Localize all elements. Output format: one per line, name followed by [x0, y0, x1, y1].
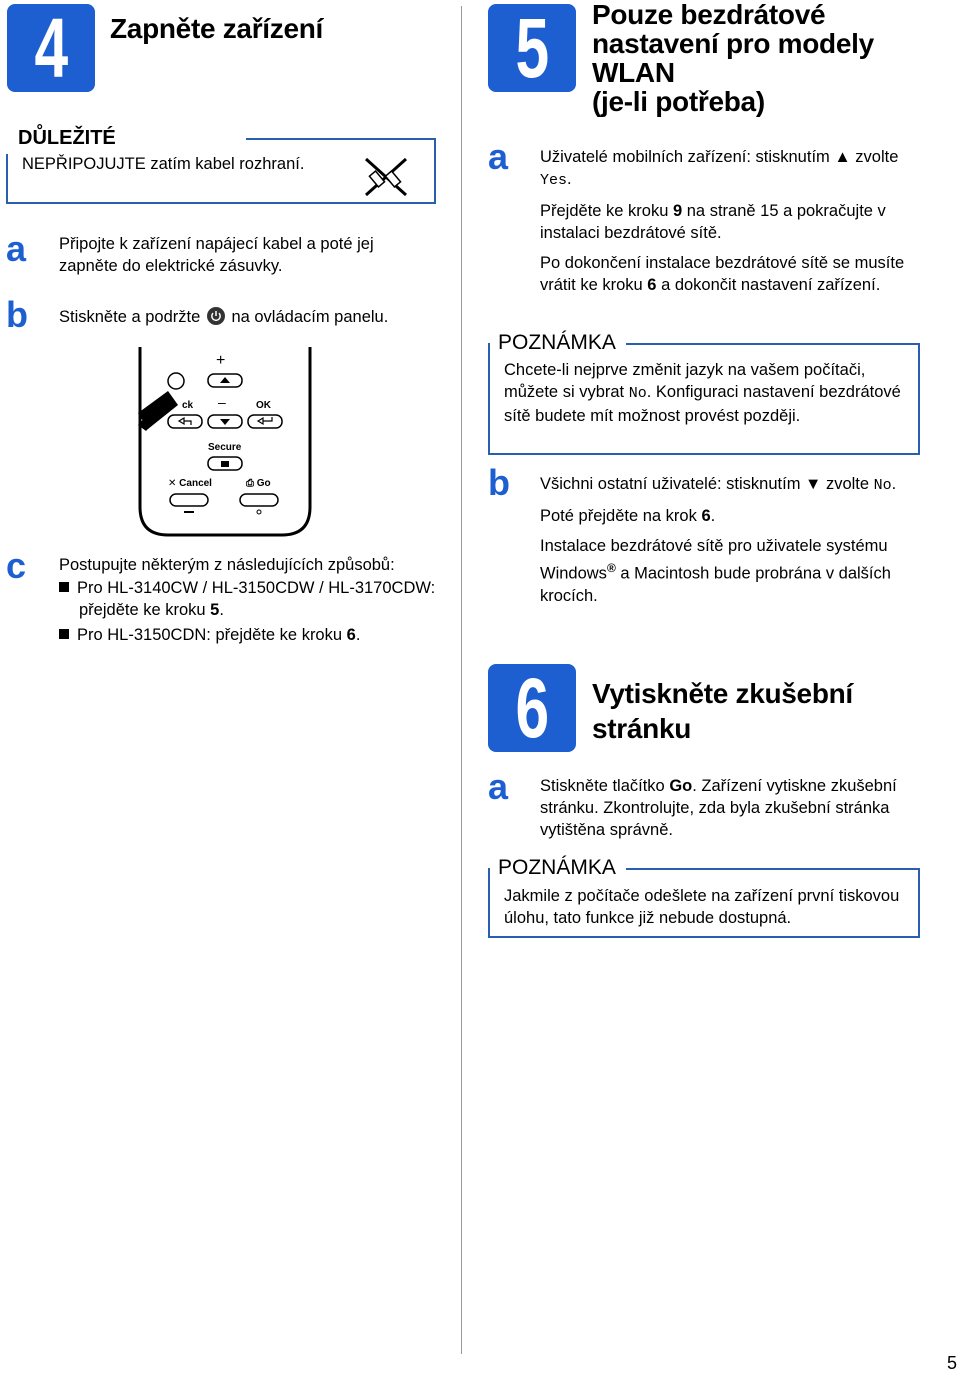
step-4a-text: Připojte k zařízení napájecí kabel a poté jej zapněte do elektrické zásuvky. [59, 235, 374, 275]
bullet-icon [59, 629, 69, 639]
panel-plus-label: + [216, 352, 226, 369]
step-5b-letter: b [488, 462, 510, 503]
step-6-badge: 6 [488, 664, 576, 752]
control-panel-illustration [138, 347, 312, 537]
step-4a-letter: a [6, 228, 27, 269]
note-2-heading: POZNÁMKA [498, 856, 626, 880]
step-5-badge: 5 [488, 4, 576, 92]
panel-minus-label: – [218, 394, 226, 410]
bullet-icon [59, 582, 69, 592]
step-4b-letter: b [6, 294, 28, 335]
note-1-text: Chcete-li nejprve změnit jazyk na vašem počítači, můžete si vybrat No. Konfiguraci nastavení bezdrátové sítě budete mít možnost provést později. [504, 361, 901, 425]
step-4c-option-2: Pro HL-3150CDN: přejděte ke kroku 6. [59, 624, 439, 646]
step-4-badge: 4 [7, 4, 95, 92]
power-icon [207, 307, 225, 325]
step-5a-text: Uživatelé mobilních zařízení: stisknutím ▲ zvolte Yes. Přejděte ke kroku 9 na straně 15 a pokračujte v instalaci bezdrátové sítě. Po dokončení instalace bezdrátové sítě se musíte vrátit ke kroku 6 a dokončit nastavení zařízení. [540, 148, 905, 294]
panel-ok-label: OK [256, 400, 271, 411]
panel-back-label: ck [182, 400, 194, 411]
note-box-1-top-line [620, 343, 918, 345]
step-5a-letter: a [488, 136, 509, 177]
important-text: NEPŘIPOJUJTE zatím kabel rozhraní. [22, 155, 305, 173]
step-4-title: Zapněte zařízení [110, 13, 324, 44]
step-4c-option-1: Pro HL-3140CW / HL-3150CDW / HL-3170CDW: přejděte ke kroku 5. [59, 577, 459, 621]
step-4c-text: Postupujte některým z následujících způsobů: [59, 556, 395, 574]
step-6-title: Vytiskněte zkušební stránku [592, 678, 853, 744]
note-1-heading: POZNÁMKA [498, 331, 626, 355]
note-2-text: Jakmile z počítače odešlete na zařízení první tiskovou úlohu, tato funkce již nebude dostupná. [504, 887, 900, 927]
no-cable-icon [363, 156, 409, 198]
panel-go-label: ⎙ Go [246, 478, 271, 489]
column-divider [461, 6, 462, 1354]
note-box-2-top-line [620, 868, 918, 870]
panel-secure-label: Secure [208, 442, 242, 453]
panel-cancel-label: ✕ Cancel [168, 478, 212, 489]
step-5b-text: Všichni ostatní uživatelé: stisknutím ▼ zvolte No. Poté přejděte na krok 6. Instalace bezdrátové sítě pro uživatele systému Windows® a Macintosh bude probrána v dalších krocích. [540, 475, 897, 605]
page-number: 5 [947, 1353, 958, 1373]
important-heading: DŮLEŽITÉ [18, 127, 116, 149]
step-5-title: Pouze bezdrátové nastavení pro modely WLAN (je-li potřeba) [592, 0, 874, 117]
step-4c-letter: c [6, 545, 27, 586]
step-6a-letter: a [488, 766, 509, 807]
step-4b-text: Stiskněte a podržte na ovládacím panelu. [59, 308, 389, 326]
step-6a-text: Stiskněte tlačítko Go. Zařízení vytiskne zkušební stránku. Zkontrolujte, zda byla zkušební stránka vytištěna správně. [540, 777, 897, 839]
